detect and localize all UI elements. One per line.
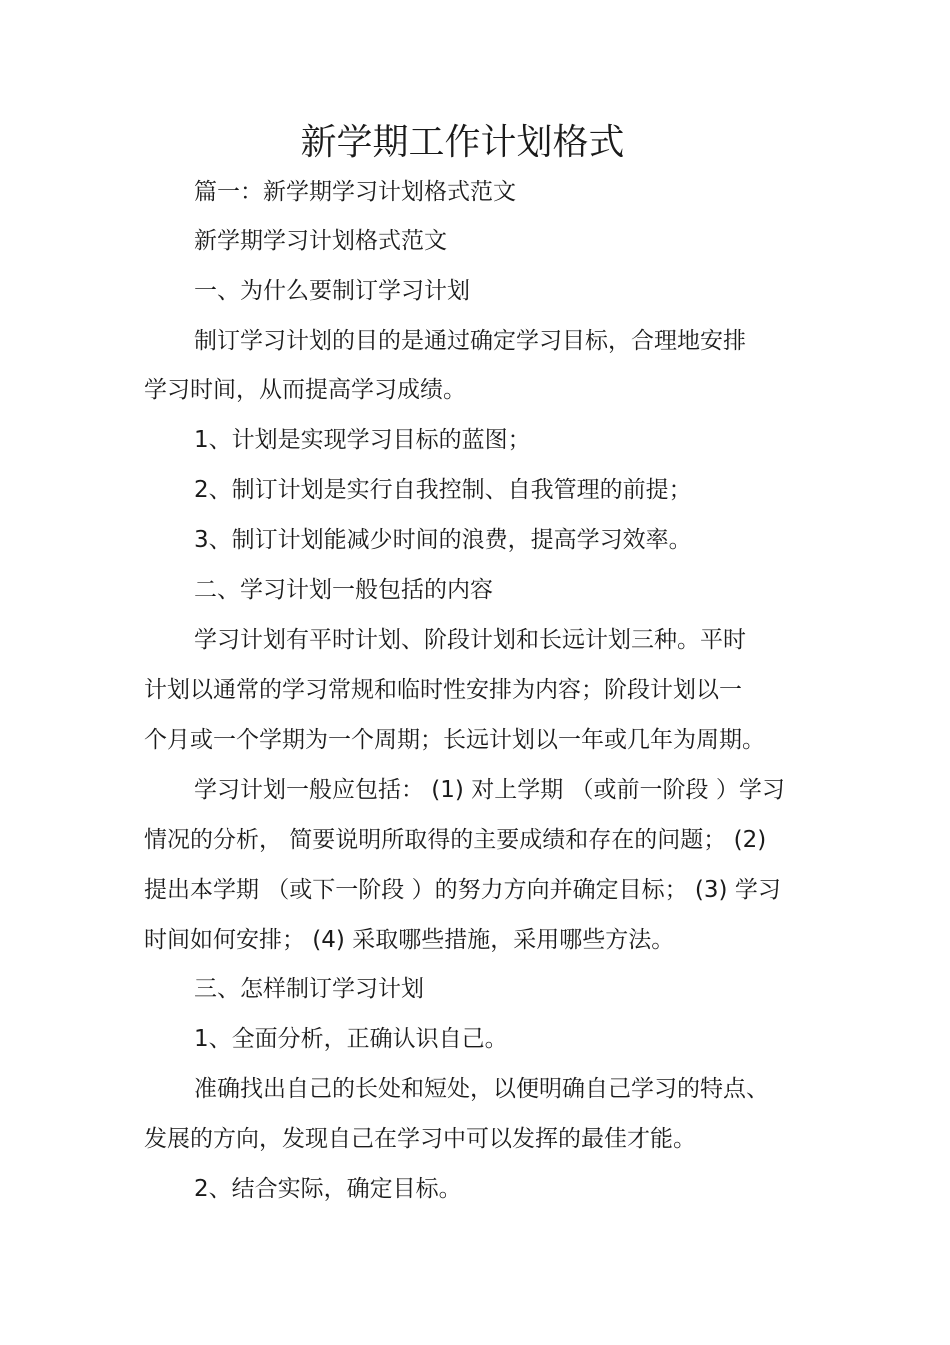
paragraph-line: 学习计划一般应包括： (1) 对上学期 （或前一阶段 ）学习	[194, 777, 785, 803]
paragraph-line: 发展的方向，发现自己在学习中可以发挥的最佳才能。	[144, 1126, 696, 1152]
paragraph-line: 提出本学期 （或下一阶段 ）的努力方向并确定目标； (3) 学习	[144, 877, 781, 903]
paragraph-line: 新学期学习计划格式范文	[194, 228, 447, 254]
paragraph-line: 准确找出自己的长处和短处，以便明确自己学习的特点、	[194, 1076, 769, 1102]
paragraph-line: 个月或一个学期为一个周期；长远计划以一年或几年为周期。	[144, 727, 765, 753]
paragraph-line: 制订学习计划的目的是通过确定学习目标，合理地安排	[194, 328, 746, 354]
section-heading: 一、为什么要制订学习计划	[194, 278, 470, 304]
section-heading: 三、怎样制订学习计划	[194, 976, 424, 1002]
paragraph-line: 时间如何安排； (4) 采取哪些措施，采用哪些方法。	[144, 927, 675, 953]
list-item: 1、计划是实现学习目标的蓝图；	[194, 427, 531, 453]
document-title: 新学期工作计划格式	[300, 122, 625, 163]
list-item: 3、制订计划能减少时间的浪费，提高学习效率。	[194, 527, 692, 553]
paragraph-line: 情况的分析， 简要说明所取得的主要成绩和存在的问题； (2)	[144, 827, 767, 853]
list-item: 2、结合实际，确定目标。	[194, 1176, 462, 1202]
paragraph-line: 学习时间，从而提高学习成绩。	[144, 377, 466, 403]
paragraph-line: 计划以通常的学习常规和临时性安排为内容；阶段计划以一	[144, 677, 742, 703]
paragraph-line: 学习计划有平时计划、阶段计划和长远计划三种。平时	[194, 627, 746, 653]
paragraph-line: 篇一：新学期学习计划格式范文	[194, 179, 516, 205]
list-item: 1、全面分析，正确认识自己。	[194, 1026, 508, 1052]
list-item: 2、制订计划是实行自我控制、自我管理的前提；	[194, 477, 692, 503]
section-heading: 二、学习计划一般包括的内容	[194, 577, 493, 603]
